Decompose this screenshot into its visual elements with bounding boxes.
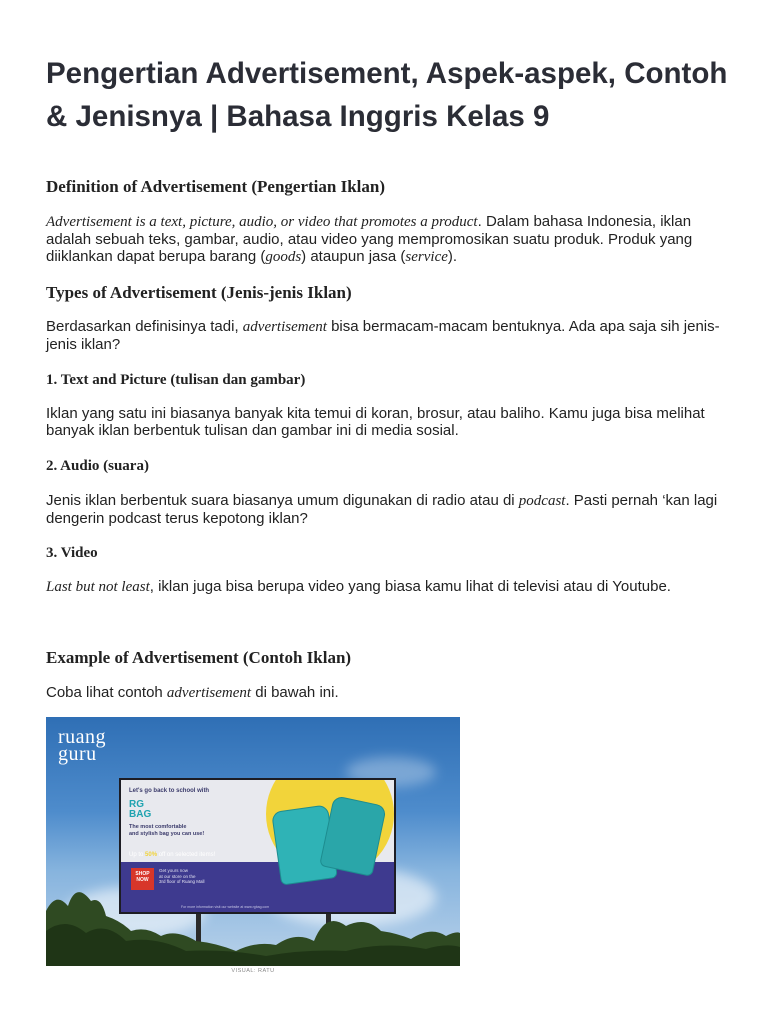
- store-line-2: at our store on the: [159, 873, 196, 879]
- billboard-footer: For more information visit our website at www.rgbag.com: [181, 905, 270, 909]
- type-1-heading: 1. Text and Picture (tulisan dan gambar): [46, 372, 306, 388]
- type-2-text: [46, 492, 726, 527]
- page-title: Pengertian Advertisement, Aspek-aspek, Contoh & Jenisnya | Bahasa Inggris Kelas 9: [46, 57, 728, 133]
- example-text: [46, 684, 726, 702]
- type-2-heading: 2. Audio (suara): [46, 458, 149, 474]
- example-text-1: Coba lihat contoh: [46, 684, 167, 701]
- definition-text-2: ) ataupun jasa (: [301, 248, 406, 265]
- logo-line-2: guru: [58, 743, 97, 765]
- brand-rg: RG: [129, 799, 144, 810]
- trees-silhouette: [46, 871, 460, 966]
- type-2-text-2: . Pasti pernah ‘kan lagi dengerin podcast terus kepotong iklan?: [46, 492, 718, 527]
- image-caption: VISUAL: RATU: [231, 968, 275, 974]
- type-3-heading: 3. Video: [46, 545, 98, 561]
- types-intro-text-1: Berdasarkan definisinya tadi,: [46, 318, 243, 335]
- definition-italic-lead: Advertisement is a text, picture, audio, or video that promotes a product: [46, 214, 478, 230]
- type-3-text: [46, 578, 726, 596]
- billboard-line1: Let's go back to school with: [129, 788, 210, 794]
- example-text-2: di bawah ini.: [251, 684, 339, 701]
- now-label: NOW: [136, 877, 149, 883]
- ruangguru-logo: [58, 726, 107, 765]
- service-term: service: [405, 249, 448, 265]
- shop-label: SHOP: [135, 871, 150, 877]
- offer-2: off on selected items!: [157, 852, 216, 858]
- billboard-brand: [129, 800, 151, 820]
- store-line-1: Get yours now: [159, 868, 189, 873]
- brand-bag: BAG: [129, 809, 152, 820]
- example-italic: advertisement: [166, 685, 252, 701]
- definition-heading: Definition of Advertisement (Pengertian Iklan): [46, 177, 386, 196]
- offer-1: Up to: [129, 852, 146, 858]
- tagline-1: The most comfortable: [129, 824, 187, 830]
- definition-text-3: ).: [447, 248, 458, 265]
- last-but-not-least-term: Last but not least: [46, 579, 150, 595]
- types-intro: [46, 318, 726, 353]
- podcast-term: podcast: [518, 493, 566, 509]
- billboard-tagline: [129, 824, 204, 838]
- advertisement-example-image: [46, 717, 460, 966]
- example-heading: Example of Advertisement (Contoh Iklan): [46, 648, 352, 667]
- type-1-text: Iklan yang satu ini biasanya banyak kita temui di koran, brosur, atau baliho. Kamu juga bisa melihat banyak iklan berbentuk tulisan dan gambar ini di media sosial.: [46, 405, 705, 439]
- logo-line-1: ruang: [58, 726, 107, 748]
- type-2-text-1: Jenis iklan berbentuk suara biasanya umum digunakan di radio atau di: [46, 492, 519, 509]
- store-line-3: 3rd floor of Ruang Mall: [159, 879, 205, 884]
- goods-term: goods: [265, 249, 302, 265]
- definition-text-1: . Dalam bahasa Indonesia, iklan adalah sebuah teks, gambar, audio, atau video yang mempromosikan suatu produk. Produk yang diiklankan dapat berupa barang (: [46, 213, 693, 265]
- offer-percent: 50%: [145, 852, 158, 858]
- types-heading: Types of Advertisement (Jenis-jenis Iklan): [46, 283, 352, 302]
- type-3-text-body: , iklan juga bisa berupa video yang biasa kamu lihat di televisi atau di Youtube.: [149, 578, 671, 595]
- definition-paragraph: [46, 213, 726, 266]
- tagline-2: and stylish bag you can use!: [129, 831, 205, 837]
- billboard-offer: [129, 852, 215, 858]
- types-intro-text-2: bisa bermacam-macam bentuknya. Ada apa saja sih jenis-jenis iklan?: [46, 318, 720, 353]
- types-intro-italic: advertisement: [242, 319, 327, 335]
